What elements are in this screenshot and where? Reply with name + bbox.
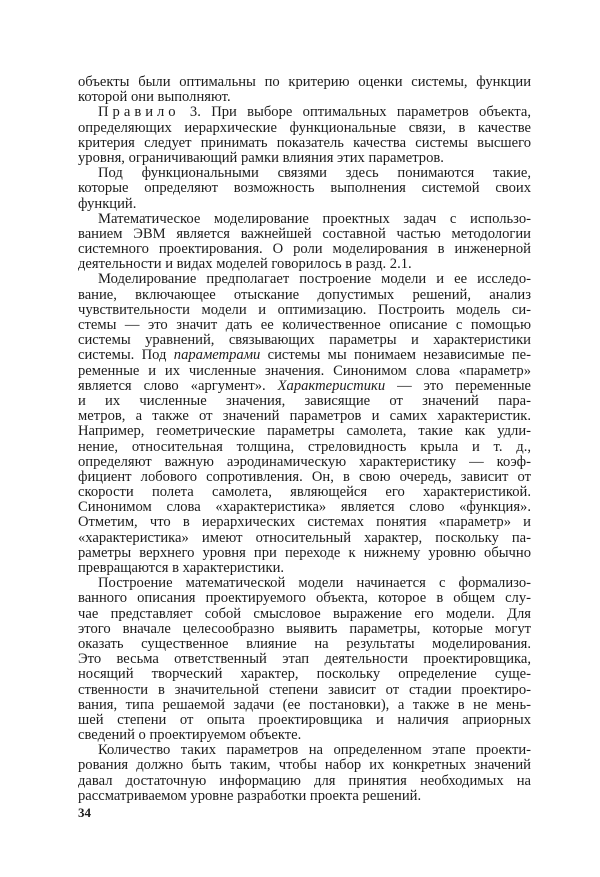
text-line: которые определяют возможность выполнения системой своих	[78, 180, 531, 197]
text-line: «характеристика» имеют относительный характер, поскольку па-	[78, 529, 531, 546]
text-line: превращаются в характеристики.	[78, 560, 285, 576]
text-line: ванного описания проектируемого объекта, которое в общем слу-	[78, 590, 531, 607]
text-line: функций.	[78, 195, 137, 212]
text-segment: 3. При выборе оптимальных параметров объекта,	[179, 104, 531, 121]
text-line: системного проектирования. О роли моделирования в инженерной	[78, 241, 531, 258]
text-line: системы уравнений, связывающих параметры и характеристики	[78, 332, 531, 349]
paragraph	[78, 272, 531, 576]
text-line: Количество таких параметров на определенном этапе проекти-	[98, 742, 531, 759]
paragraph	[78, 166, 531, 212]
text-line	[78, 105, 531, 120]
text-line: деятельности и видах моделей говорилось в разд. 2.1.	[78, 256, 412, 273]
text-line: объекты были оптимальны по критерию оценки системы, функции	[78, 74, 531, 90]
text-line: уровня, ограничивающий рамки влияния этих параметров.	[78, 149, 444, 166]
text-line: стемы — это значит дать ее количественное описание с помощью	[78, 317, 531, 333]
page-body-text	[78, 75, 531, 804]
text-line: фициент лобового сопротивления. Он, в свою очередь, зависит от	[78, 468, 531, 485]
text-line: метров, а также от значений параметров и самих характеристик.	[78, 408, 531, 425]
text-line: Под функциональными связями здесь понимаются такие,	[98, 165, 531, 182]
text-line: давал достаточную информацию для принятия необходимых на	[78, 772, 531, 789]
text-line: Синонимом слова «характеристика» является слово «функция».	[78, 499, 531, 516]
text-line: носящий творческий характер, поскольку определение суще-	[78, 666, 531, 683]
text-line: Моделирование предполагает построение модели и ее исследо-	[98, 271, 531, 288]
text-line: которой они выполняют.	[78, 89, 231, 106]
text-line	[78, 348, 531, 363]
text-line: Математическое моделирование проектных задач с использо-	[98, 210, 531, 227]
text-segment: — это переменные	[385, 377, 531, 394]
text-segment: является слово «аргумент».	[78, 377, 278, 394]
italic-term: параметрами	[173, 347, 261, 364]
paragraph	[78, 212, 531, 273]
text-line: ванием ЭВМ является важнейшей составной частью методологии	[78, 225, 531, 242]
text-line: ременные и их численные значения. Синонимом слова «параметр»	[78, 362, 531, 379]
text-line: Отметим, что в иерархических системах понятия «параметр» и	[78, 514, 531, 531]
text-line: Например, геометрические параметры самолета, такие как удли-	[78, 423, 531, 440]
text-line: Построение математической модели начинается с формализо-	[98, 575, 531, 592]
text-line: вания, типа решаемой задачи (ее постановки), а также в не мень-	[78, 696, 531, 713]
text-line: раметры верхнего уровня при переходе к нижнему уровню обычно	[78, 544, 531, 561]
text-line	[78, 379, 531, 394]
text-segment: системы мы понимаем независимые пе-	[260, 347, 531, 364]
text-line: шей степени от опыта проектировщика и наличия априорных	[78, 711, 531, 728]
text-line: и их численные значения, зависящие от значений пара-	[78, 392, 531, 409]
page-number: 34	[78, 805, 91, 820]
text-segment: системы. Под	[78, 347, 174, 364]
text-line: чае представляет собой смысловое выражение его модели. Для	[78, 605, 531, 622]
paragraph	[78, 576, 531, 743]
italic-term: Характеристики	[277, 377, 386, 394]
text-line: рования должно быть таким, чтобы набор их конкретных значений	[78, 757, 531, 774]
text-line: Это весьма ответственный этап деятельности проектировщика,	[78, 651, 531, 668]
text-line: вание, включающее отыскание допустимых решений, анализ	[78, 286, 531, 303]
text-line: ственности в значительной степени зависит от стадии проектиро-	[78, 681, 531, 698]
text-line: критерия следует принимать показатель качества системы высшего	[78, 134, 531, 151]
spaced-heading: Правило	[98, 104, 180, 121]
text-line: скорости полета самолета, являющейся его характеристикой.	[78, 484, 531, 501]
text-line: определяющих иерархические функциональные связи, в качестве	[78, 119, 531, 136]
text-line: сведений о проектируемом объекте.	[78, 727, 302, 744]
text-line: рассматриваемом уровне разработки проекта решений.	[78, 787, 422, 804]
paragraph	[78, 105, 531, 166]
paragraph	[78, 743, 531, 804]
text-line: нение, относительная толщина, стреловидность крыла и т. д.,	[78, 438, 531, 455]
text-line: чувствительности модели и оптимизацию. Построить модель си-	[78, 301, 531, 318]
paragraph	[78, 75, 531, 105]
text-line: определяют важную аэродинамическую характеристику — коэф-	[78, 453, 531, 470]
text-line: оказать существенное влияние на результаты моделирования.	[78, 635, 531, 652]
text-line: этого вначале целесообразно выявить параметры, которые могут	[78, 620, 531, 637]
